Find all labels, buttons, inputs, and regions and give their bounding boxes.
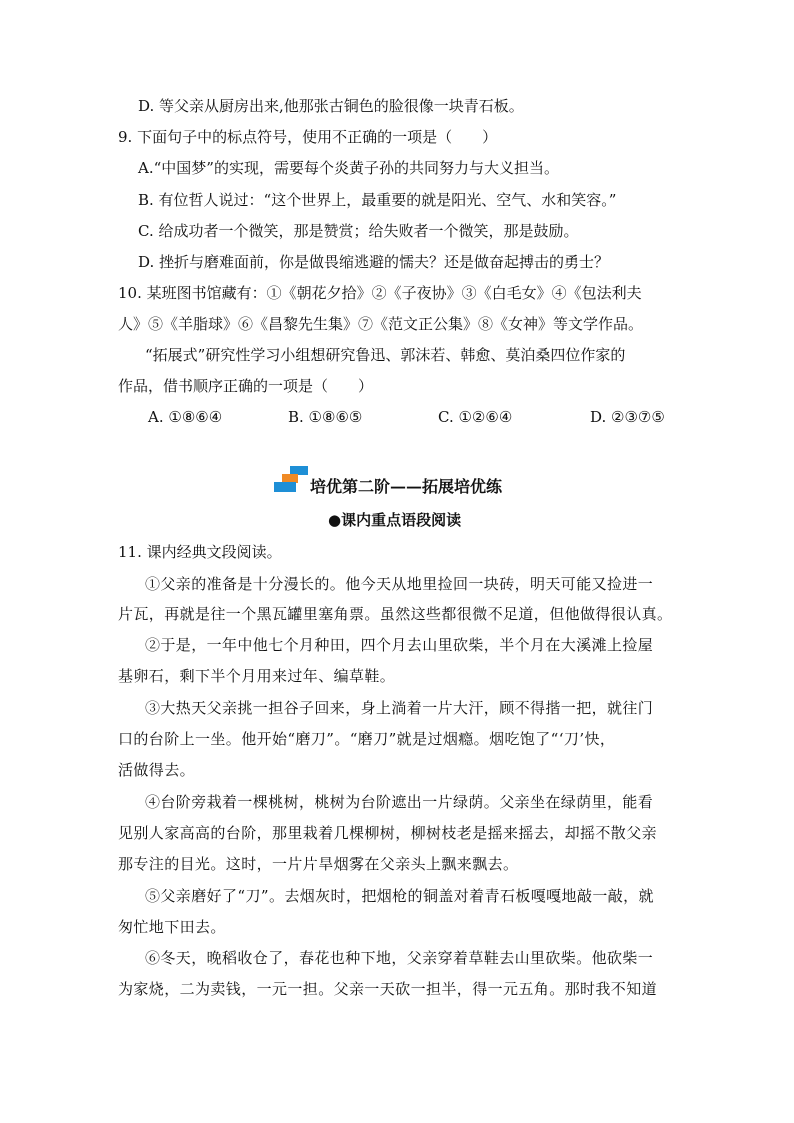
passage-line: 为家烧，二为卖钱，一元一担。父亲一天砍一担半，得一元五角。那时我不知道 bbox=[118, 980, 658, 998]
passage-line: ④台阶旁栽着一棵桃树，桃树为台阶遮出一片绿荫。父亲坐在绿荫里，能看 bbox=[145, 793, 654, 811]
q10-option-d: D. ②③⑦⑤ bbox=[590, 408, 665, 426]
passage-line: 片瓦，再就是往一个黑瓦罐里塞角票。虽然这些都很微不足道，但他做得很认真。 bbox=[118, 605, 673, 623]
q10-stem-line1: 10. 某班图书馆藏有：①《朝花夕拾》②《子夜协》③《白毛女》④《包法利夫 bbox=[118, 284, 642, 302]
q9-option-c: C. 给成功者一个微笑，那是赞赏；给失败者一个微笑，那是鼓励。 bbox=[138, 222, 579, 240]
section-subtitle: ●课内重点语段阅读 bbox=[328, 511, 462, 529]
q10-option-c: C. ①②⑥④ bbox=[438, 408, 513, 426]
q9-option-a: A.“中国梦”的实现，需要每个炎黄子孙的共同努力与大义担当。 bbox=[138, 159, 559, 177]
q10-option-a: A. ①⑧⑥④ bbox=[148, 408, 223, 426]
section-title: 培优第二阶——拓展培优练 bbox=[310, 477, 503, 496]
passage-line: ③大热天父亲挑一担谷子回来，身上淌着一片大汗，顾不得揩一把，就往门 bbox=[145, 699, 654, 717]
logo-block-middle bbox=[282, 474, 298, 483]
q9-stem: 9. 下面句子中的标点符号，使用不正确的一项是（ ） bbox=[118, 128, 498, 146]
logo-block-top bbox=[290, 466, 308, 475]
passage-line: 基卵石，剩下半个月用来过年、编草鞋。 bbox=[118, 667, 396, 685]
q10-stem-line4: 作品，借书顺序正确的一项是（ ） bbox=[118, 377, 374, 395]
passage-line: 见别人家高高的台阶，那里栽着几棵柳树，柳树枝老是摇来摇去，却摇不散父亲 bbox=[118, 824, 658, 842]
q10-stem-line2: 人》⑤《羊脂球》⑥《昌黎先生集》⑦《范文正公集》⑧《女神》等文学作品。 bbox=[118, 315, 644, 333]
passage-line: ①父亲的准备是十分漫长的。他今天从地里捡回一块砖，明天可能又捡进一 bbox=[145, 575, 654, 593]
passage-line: ⑤父亲磨好了“刀”。去烟灰时，把烟枪的铜盖对着青石板嘎嘎地敲一敲，就 bbox=[145, 887, 654, 905]
q10-stem-line3: “拓展式”研究性学习小组想研究鲁迅、郭沫若、韩愈、莫泊桑四位作家的 bbox=[145, 346, 626, 364]
q10-options bbox=[148, 407, 688, 427]
passage-line: 活做得去。 bbox=[118, 761, 196, 779]
logo-block-bottom bbox=[274, 482, 296, 492]
q9-option-d: D. 挫折与磨难面前，你是做畏缩逃避的懦夫？还是做奋起搏击的勇士？ bbox=[138, 253, 610, 271]
section-logo-icon bbox=[274, 466, 310, 494]
passage-line: 那专注的目光。这时，一片片旱烟雾在父亲头上飘来飘去。 bbox=[118, 855, 519, 873]
q11-stem: 11. 课内经典文段阅读。 bbox=[118, 543, 282, 561]
passage-line: 匆忙地下田去。 bbox=[118, 918, 226, 936]
q9-option-b: B. 有位哲人说过：“这个世界上，最重要的就是阳光、空气、水和笑容。” bbox=[138, 191, 617, 209]
passage-line: ⑥冬天，晚稻收仓了，春花也种下地，父亲穿着草鞋去山里砍柴。他砍柴一 bbox=[145, 949, 654, 967]
q8-option-d: D. 等父亲从厨房出来,他那张古铜色的脸很像一块青石板。 bbox=[138, 97, 524, 115]
q10-option-b: B. ①⑧⑥⑤ bbox=[288, 408, 363, 426]
passage-line: ②于是，一年中他七个月种田，四个月去山里砍柴，半个月在大溪滩上捡屋 bbox=[145, 636, 654, 654]
passage-line: 口的台阶上一坐。他开始“磨刀”。“磨刀”就是过烟瘾。烟吃饱了“‘刀’快， bbox=[118, 730, 616, 748]
